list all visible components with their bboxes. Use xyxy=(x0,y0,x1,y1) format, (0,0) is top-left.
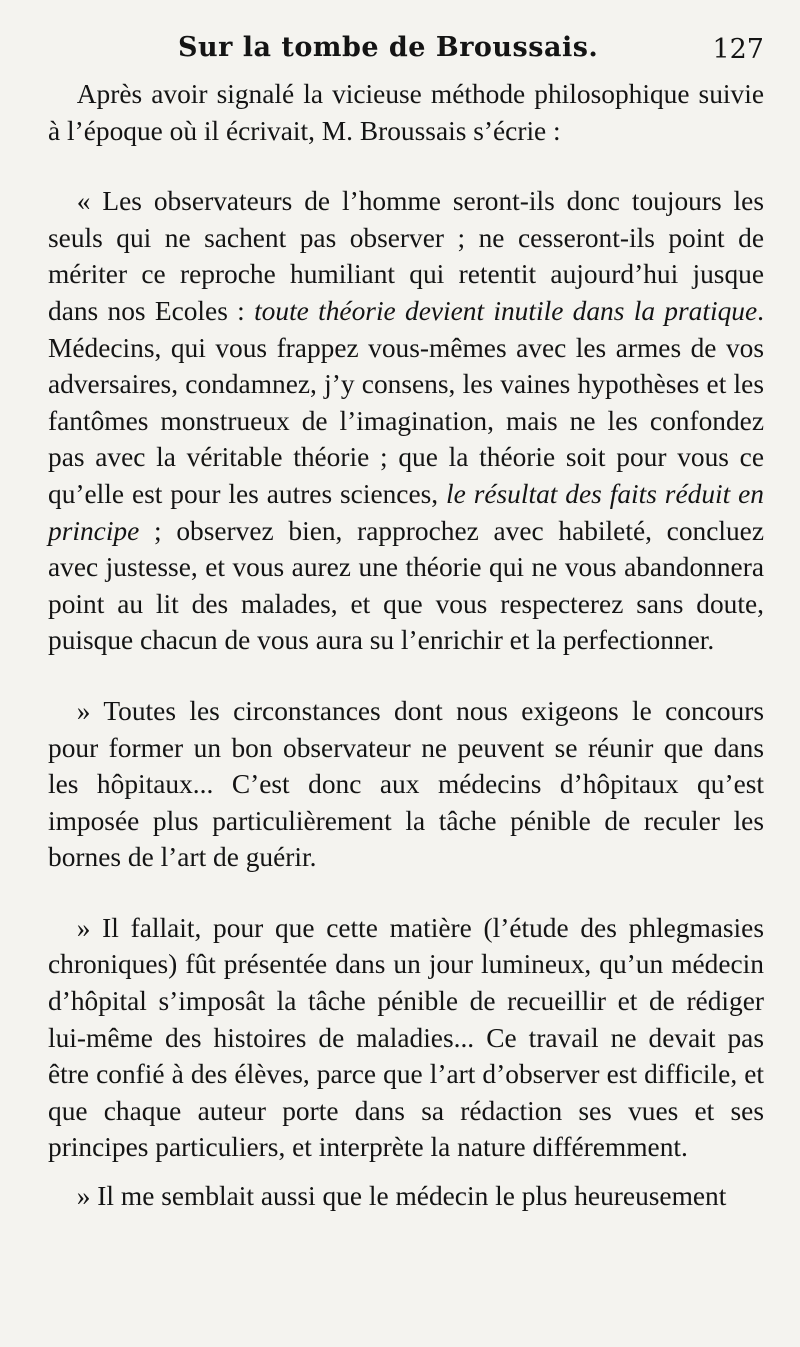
text-run: » Il me semblait aussi que le médecin le plus heureusement xyxy=(76,1181,727,1212)
paragraph-hospitals xyxy=(48,693,764,876)
paragraph-intro xyxy=(48,76,764,149)
italic-run: toute théorie devient inutile dans la pratique xyxy=(254,295,758,326)
italic-run: le résultat des faits réduit en principe xyxy=(48,478,764,546)
paragraph-phlegmasies xyxy=(48,910,764,1166)
text-run: « Les observateurs de l’homme seront-ils donc toujours les seuls qui ne sachent pas observer ; ne cesseront-ils point de mériter ce reproche humiliant qui retentit aujourd’hui jusque dans nos Ecoles : xyxy=(48,186,764,326)
paragraph-continuation xyxy=(48,1178,764,1215)
text-run: . Médecins, qui vous frappez vous-mêmes avec les armes de vos adversaires, condamnez, j’y consens, les vaines hypothèses et les fantômes monstrueux de l’imagination, mais ne les confondez pas avec la véritable théorie ; que la théorie soit pour vous ce qu’elle est pour les autres sciences, xyxy=(48,295,764,509)
text-run: ; observez bien, rapprochez avec habileté, concluez avec justesse, et vous aurez une théorie qui ne vous abandonnera point au lit des malades, et que vous respecterez sans doute, puisque chacun de vous aura su l’enrichir et la perfectionner. xyxy=(48,515,764,656)
running-title: Sur la tombe de Broussais. xyxy=(178,32,599,63)
text-run: » Il fallait, pour que cette matière (l’étude des phlegmasies chroniques) fût présentée dans un jour lumineux, qu’un médecin d’hôpital s’imposât la tâche pénible de recueillir et de rédiger lui-même des histoires de maladies... Ce travail ne devait pas être confié à des élèves, parce que l’art d’observer est difficile, et que chaque auteur porte dans sa rédaction ses vues et ses principes particuliers, et interprète la nature différemment. xyxy=(48,912,764,1163)
page-number: 127 xyxy=(712,34,764,65)
text-run: Après avoir signalé la vicieuse méthode philosophique suivie à l’époque où il écrivait, M. Broussais s’écrie : xyxy=(48,79,764,146)
page-body xyxy=(48,76,764,1215)
page-header xyxy=(48,28,764,76)
paragraph-quote-theory xyxy=(48,183,764,659)
text-run: » Toutes les circonstances dont nous exigeons le concours pour former un bon observateur ne peuvent se réunir que dans les hôpitaux... C’est donc aux médecins d’hôpitaux qu’est imposée plus particulièrement la tâche pénible de reculer les bornes de l’art de guérir. xyxy=(48,695,764,873)
